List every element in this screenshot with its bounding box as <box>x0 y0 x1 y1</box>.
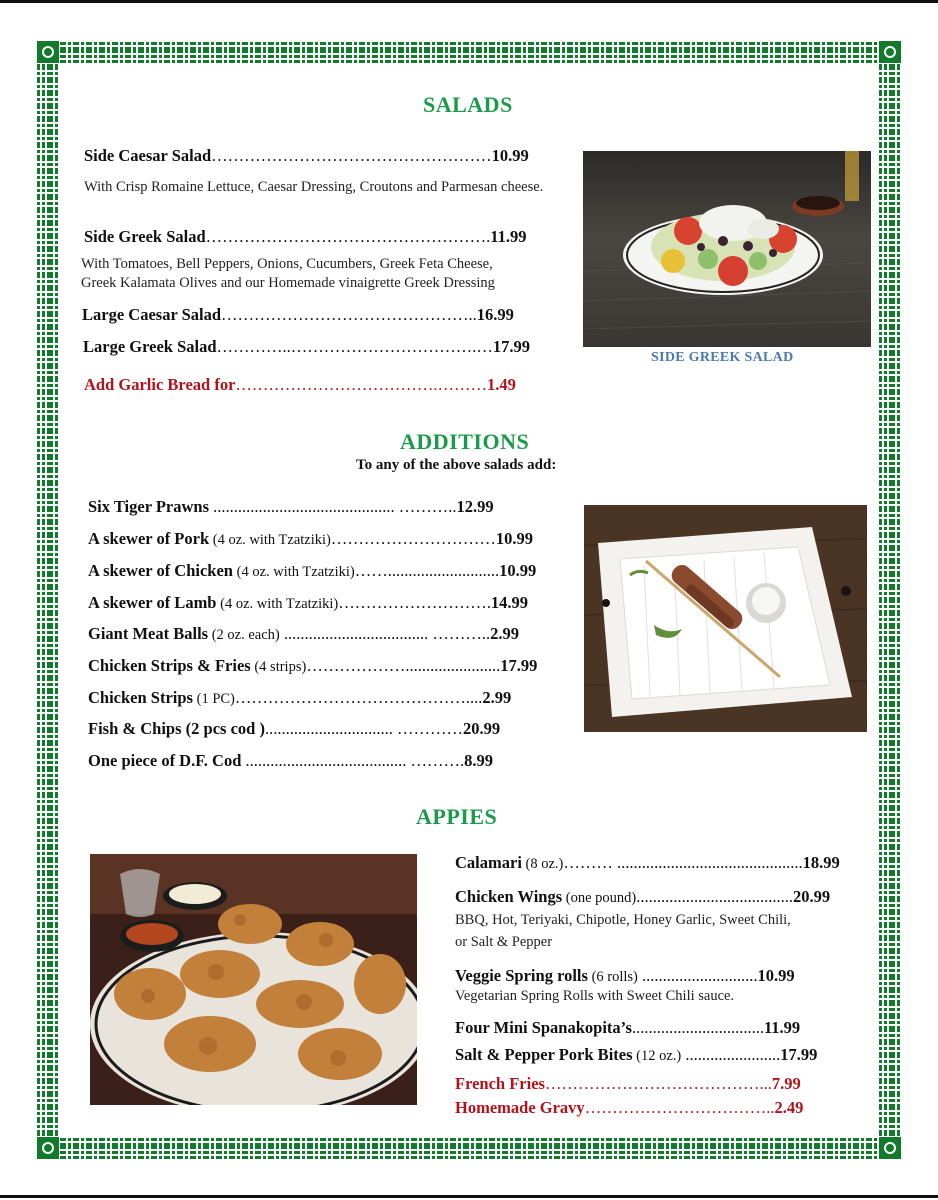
border-right <box>879 41 901 1159</box>
bottom-rule <box>0 1195 938 1198</box>
menu-item-chicken-strips-fries: Chicken Strips & Fries (4 strips)……………….......................17.99 <box>88 656 538 675</box>
additions-title: ADDITIONS <box>400 429 530 454</box>
menu-item-chicken-wings: Chicken Wings (one pound)......................................20.99 <box>455 887 831 906</box>
border-top <box>37 41 901 63</box>
menu-item-large-greek: Large Greek Salad…………..…………………………….…17.99 <box>83 337 531 356</box>
menu-item-side-greek: Side Greek Salad…………………………………………….11.99 <box>84 227 527 246</box>
menu-item-meat-balls: Giant Meat Balls (2 oz. each) ................................... ………..2.99 <box>88 624 519 643</box>
corner-ornament <box>879 1137 901 1159</box>
menu-item-large-caesar: Large Caesar Salad………………………………………..16.99 <box>82 305 514 324</box>
menu-item-pork-bites: Salt & Pepper Pork Bites (12 oz.) .......................17.99 <box>455 1045 818 1064</box>
menu-item-tiger-prawns: Six Tiger Prawns ............................................ ………..12.99 <box>88 497 494 516</box>
corner-ornament <box>37 41 59 63</box>
corner-ornament <box>879 41 901 63</box>
additions-subtitle: To any of the above salads add: <box>356 457 557 473</box>
menu-item-spanakopita: Four Mini Spanakopita’s................................11.99 <box>455 1018 801 1037</box>
photo-caption: SIDE GREEK SALAD <box>651 350 794 365</box>
menu-item-garlic-bread: Add Garlic Bread for……………………………….………1.49 <box>84 375 516 394</box>
menu-item-pork-skewer: A skewer of Pork (4 oz. with Tzatziki)…………………………10.99 <box>88 529 534 548</box>
menu-item-spring-rolls: Veggie Spring rolls (6 rolls) ............................10.99 <box>455 966 795 985</box>
side-greek-description-line2: Greek Kalamata Olives and our Homemade vinaigrette Greek Dressing <box>81 275 495 291</box>
border-bottom <box>37 1137 901 1159</box>
corner-ornament <box>37 1137 59 1159</box>
menu-item-calamari: Calamari (8 oz.)……… .............................................18.99 <box>455 853 840 872</box>
menu-item-fish-chips: Fish & Chips (2 pcs cod )............................... …………20.99 <box>88 719 501 738</box>
chicken-wings-description-line2: or Salt & Pepper <box>455 934 553 950</box>
menu-item-chicken-strips: Chicken Strips (1 PC)……………………………………....2.99 <box>88 688 512 707</box>
menu-item-gravy: Homemade Gravy……………………………..2.49 <box>455 1098 804 1117</box>
chicken-wings-description-line1: BBQ, Hot, Teriyaki, Chipotle, Honey Garlic, Sweet Chili, <box>455 912 791 928</box>
menu-item-chicken-skewer: A skewer of Chicken (4 oz. with Tzatziki)……...........................10.99 <box>88 561 537 580</box>
menu-item-lamb-skewer: A skewer of Lamb (4 oz. with Tzatziki)……………………….14.99 <box>88 593 528 612</box>
salads-title: SALADS <box>423 92 513 117</box>
side-caesar-description: With Crisp Romaine Lettuce, Caesar Dressing, Croutons and Parmesan cheese. <box>84 179 544 195</box>
side-greek-description-line1: With Tomatoes, Bell Peppers, Onions, Cucumbers, Greek Feta Cheese, <box>81 256 493 272</box>
appies-title: APPIES <box>416 804 498 829</box>
menu-item-side-caesar: Side Caesar Salad……………………………………………10.99 <box>84 146 529 165</box>
greek-salad-photo <box>583 151 871 347</box>
skewer-photo <box>584 505 867 732</box>
spring-rolls-description: Vegetarian Spring Rolls with Sweet Chili sauce. <box>455 988 735 1004</box>
menu-item-french-fries: French Fries…………………………………...7.99 <box>455 1074 801 1093</box>
top-rule <box>0 0 938 3</box>
border-left <box>37 41 59 1159</box>
menu-item-df-cod: One piece of D.F. Cod ....................................... ……….8.99 <box>88 751 494 770</box>
chicken-wings-photo <box>90 854 417 1105</box>
